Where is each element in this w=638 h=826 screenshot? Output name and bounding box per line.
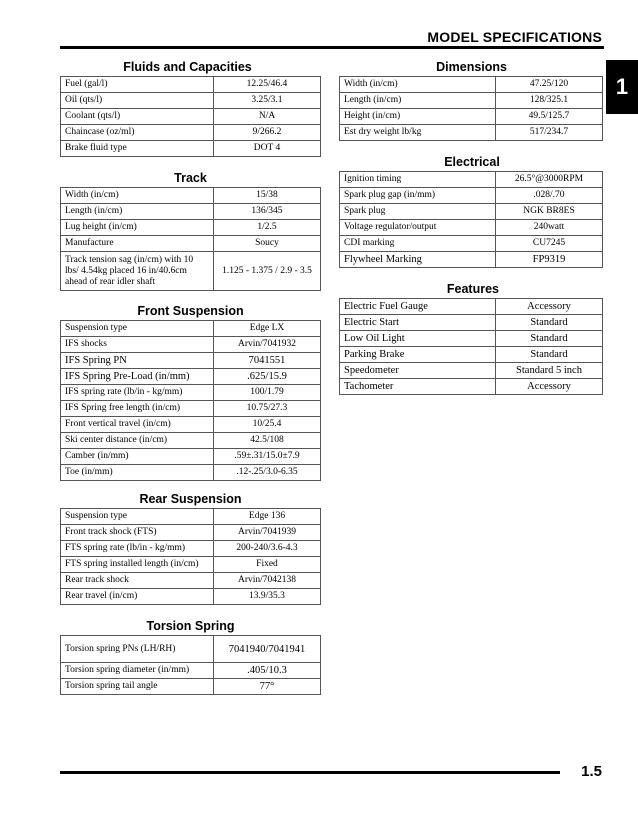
spec-label: Est dry weight lb/kg [340, 125, 496, 141]
spec-row [340, 109, 603, 125]
spec-row [340, 125, 603, 141]
features-section [339, 280, 603, 395]
spec-row [61, 353, 321, 369]
spec-label: Electric Fuel Gauge [340, 299, 496, 315]
spec-row [61, 573, 321, 589]
spec-label: Manufacture [61, 236, 214, 252]
track-section [60, 169, 321, 291]
spec-value: 517/234.7 [496, 125, 603, 141]
spec-value: Soucy [214, 236, 321, 252]
spec-value: Arvin/7041939 [214, 525, 321, 541]
spec-row [61, 77, 321, 93]
rear-suspension-table [60, 508, 321, 605]
spec-value: .625/15.9 [214, 369, 321, 385]
spec-label: Fuel (gal/l) [61, 77, 214, 93]
spec-row [61, 433, 321, 449]
spec-row [61, 449, 321, 465]
spec-value: 200-240/3.6-4.3 [214, 541, 321, 557]
spec-row [61, 141, 321, 157]
spec-row [61, 541, 321, 557]
spec-value: 1/2.5 [214, 220, 321, 236]
spec-row [61, 401, 321, 417]
spec-label: Oil (qts/l) [61, 93, 214, 109]
spec-label: CDI marking [340, 236, 496, 252]
track-table [60, 187, 321, 291]
footer-rule [60, 771, 560, 774]
spec-label: Lug height (in/cm) [61, 220, 214, 236]
spec-row [61, 417, 321, 433]
spec-label: Rear travel (in/cm) [61, 589, 214, 605]
spec-value: 77° [214, 679, 321, 695]
spec-label: Width (in/cm) [61, 188, 214, 204]
spec-value: Arvin/7041932 [214, 337, 321, 353]
rear-suspension-title: Rear Suspension [139, 492, 242, 506]
spec-value: Standard [496, 315, 603, 331]
spec-value: 10.75/27.3 [214, 401, 321, 417]
spec-row [61, 525, 321, 541]
front-suspension-table [60, 320, 321, 481]
spec-label: Front track shock (FTS) [61, 525, 214, 541]
spec-row [340, 220, 603, 236]
spec-value: 10/25.4 [214, 417, 321, 433]
torsion-spring-title: Torsion Spring [146, 619, 235, 633]
dimensions-table [339, 76, 603, 141]
spec-value: Accessory [496, 379, 603, 395]
spec-label: FTS spring installed length (in/cm) [61, 557, 214, 573]
spec-row [61, 93, 321, 109]
spec-row [61, 557, 321, 573]
spec-row [61, 220, 321, 236]
spec-row [61, 663, 321, 679]
spec-value: 7041551 [214, 353, 321, 369]
spec-label: Camber (in/mm) [61, 449, 214, 465]
spec-row [340, 188, 603, 204]
page-header-title: MODEL SPECIFICATIONS [427, 29, 602, 45]
spec-row [61, 337, 321, 353]
spec-label: IFS shocks [61, 337, 214, 353]
dimensions-section [339, 58, 603, 141]
spec-value: Standard 5 inch [496, 363, 603, 379]
torsion-spring-section [60, 617, 321, 695]
electrical-section [339, 153, 603, 268]
spec-value: 49.5/125.7 [496, 109, 603, 125]
spec-label: IFS Spring Pre-Load (in/mm) [61, 369, 214, 385]
spec-row [340, 379, 603, 395]
spec-value: 1.125 - 1.375 / 2.9 - 3.5 [214, 252, 321, 291]
track-title: Track [174, 171, 207, 185]
spec-row [61, 252, 321, 291]
spec-value: 47.25/120 [496, 77, 603, 93]
spec-label: FTS spring rate (lb/in - kg/mm) [61, 541, 214, 557]
spec-label: Brake fluid type [61, 141, 214, 157]
spec-row [340, 347, 603, 363]
spec-value: N/A [214, 109, 321, 125]
spec-row [61, 236, 321, 252]
spec-value: 136/345 [214, 204, 321, 220]
spec-label: Length (in/cm) [61, 204, 214, 220]
spec-value: CU7245 [496, 236, 603, 252]
spec-label: Suspension type [61, 509, 214, 525]
spec-label: Track tension sag (in/cm) with 10 lbs/ 4.54kg placed 16 in/40.6cm ahead of rear idler shaft [61, 252, 214, 291]
spec-row [61, 465, 321, 481]
spec-label: Spark plug gap (in/mm) [340, 188, 496, 204]
fluids-section [60, 58, 321, 157]
spec-value: 42.5/108 [214, 433, 321, 449]
spec-value: FP9319 [496, 252, 603, 268]
dimensions-title: Dimensions [436, 60, 507, 74]
rear-suspension-section [60, 490, 321, 605]
spec-value: 13.9/35.3 [214, 589, 321, 605]
spec-label: Low Oil Light [340, 331, 496, 347]
spec-row [340, 315, 603, 331]
spec-value: 12.25/46.4 [214, 77, 321, 93]
spec-value: .405/10.3 [214, 663, 321, 679]
spec-value: 15/38 [214, 188, 321, 204]
header-rule [60, 46, 604, 49]
spec-value: .028/.70 [496, 188, 603, 204]
spec-value: 3.25/3.1 [214, 93, 321, 109]
spec-row [61, 321, 321, 337]
spec-value: DOT 4 [214, 141, 321, 157]
spec-label: Length (in/cm) [340, 93, 496, 109]
fluids-title: Fluids and Capacities [123, 60, 252, 74]
spec-label: Ignition timing [340, 172, 496, 188]
spec-row [61, 188, 321, 204]
spec-label: Suspension type [61, 321, 214, 337]
spec-label: Chaincase (oz/ml) [61, 125, 214, 141]
spec-label: Speedometer [340, 363, 496, 379]
spec-value: Edge 136 [214, 509, 321, 525]
spec-row [340, 93, 603, 109]
spec-value: 240watt [496, 220, 603, 236]
electrical-table [339, 171, 603, 268]
page-number: 1.5 [581, 763, 602, 780]
electrical-title: Electrical [444, 155, 500, 169]
spec-row [61, 109, 321, 125]
spec-row [340, 252, 603, 268]
features-table [339, 298, 603, 395]
spec-value: Edge LX [214, 321, 321, 337]
spec-label: Parking Brake [340, 347, 496, 363]
spec-value: Standard [496, 347, 603, 363]
torsion-spring-table [60, 635, 321, 695]
spec-label: Electric Start [340, 315, 496, 331]
fluids-table [60, 76, 321, 157]
spec-value: Standard [496, 331, 603, 347]
spec-row [61, 369, 321, 385]
spec-row [61, 385, 321, 401]
spec-row [61, 636, 321, 663]
spec-label: IFS Spring PN [61, 353, 214, 369]
chapter-tab: 1 [606, 60, 638, 114]
spec-label: Front vertical travel (in/cm) [61, 417, 214, 433]
spec-label: Torsion spring PNs (LH/RH) [61, 636, 214, 663]
spec-row [340, 331, 603, 347]
front-suspension-title: Front Suspension [137, 304, 244, 318]
spec-value: Fixed [214, 557, 321, 573]
spec-row [340, 363, 603, 379]
spec-value: .12-.25/3.0-6.35 [214, 465, 321, 481]
spec-row [340, 204, 603, 220]
spec-value: 128/325.1 [496, 93, 603, 109]
spec-value: 100/1.79 [214, 385, 321, 401]
spec-label: Coolant (qts/l) [61, 109, 214, 125]
spec-label: Rear track shock [61, 573, 214, 589]
spec-row [61, 509, 321, 525]
spec-row [340, 236, 603, 252]
spec-label: Height (in/cm) [340, 109, 496, 125]
spec-label: Tachometer [340, 379, 496, 395]
spec-label: Toe (in/mm) [61, 465, 214, 481]
spec-label: Torsion spring tail angle [61, 679, 214, 695]
spec-label: Ski center distance (in/cm) [61, 433, 214, 449]
front-suspension-section [60, 302, 321, 481]
spec-label: Width (in/cm) [340, 77, 496, 93]
spec-row [61, 589, 321, 605]
spec-label: Torsion spring diameter (in/mm) [61, 663, 214, 679]
spec-label: Spark plug [340, 204, 496, 220]
spec-label: Flywheel Marking [340, 252, 496, 268]
spec-value: Accessory [496, 299, 603, 315]
spec-value: NGK BR8ES [496, 204, 603, 220]
spec-row [61, 204, 321, 220]
spec-row [61, 679, 321, 695]
spec-row [340, 77, 603, 93]
spec-label: IFS Spring free length (in/cm) [61, 401, 214, 417]
spec-row [61, 125, 321, 141]
spec-value: 7041940/7041941 [214, 636, 321, 663]
spec-label: Voltage regulator/output [340, 220, 496, 236]
features-title: Features [446, 282, 499, 296]
spec-value: .59±.31/15.0±7.9 [214, 449, 321, 465]
spec-value: 26.5°@3000RPM [496, 172, 603, 188]
spec-row [340, 172, 603, 188]
spec-row [340, 299, 603, 315]
spec-value: 9/266.2 [214, 125, 321, 141]
spec-value: Arvin/7042138 [214, 573, 321, 589]
spec-label: IFS spring rate (lb/in - kg/mm) [61, 385, 214, 401]
